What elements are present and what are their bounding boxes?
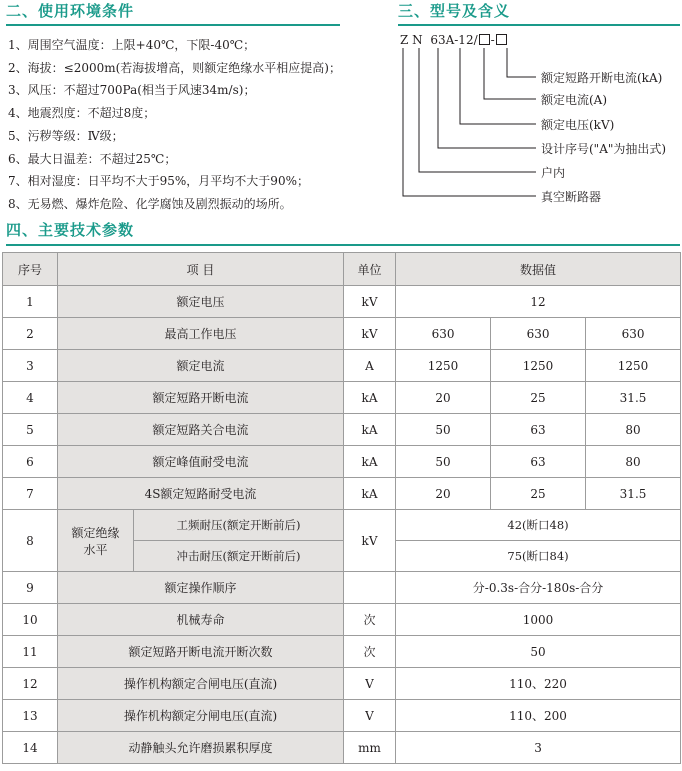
legend-vacuum-breaker: 真空断路器 xyxy=(541,190,602,204)
model-code-dash: - xyxy=(490,33,495,47)
legend-rated-current: 额定电流(A) xyxy=(541,93,608,107)
env-item: 5、污秽等级：Ⅳ级； xyxy=(8,128,124,143)
cell-value: 1250 xyxy=(491,350,586,382)
env-item: 6、最大日温差：不超过25℃； xyxy=(8,151,177,166)
model-code-series: 63A-12 xyxy=(430,33,474,47)
cell-value: 31.5 xyxy=(586,478,681,510)
cell-no: 8 xyxy=(3,510,58,572)
table-row xyxy=(3,668,681,700)
cell-item: 额定峰值耐受电流 xyxy=(58,446,344,478)
cell-unit: mm xyxy=(344,732,396,764)
legend-rated-voltage: 额定电压(kV) xyxy=(541,118,615,132)
model-connector-lines xyxy=(0,0,682,220)
cell-item: 4S额定短路耐受电流 xyxy=(58,478,344,510)
cell-value: 12 xyxy=(396,286,681,318)
cell-no: 7 xyxy=(3,478,58,510)
cell-item: 操作机构额定分闸电压(直流) xyxy=(58,700,344,732)
header-no: 序号 xyxy=(3,253,58,286)
cell-item: 额定电流 xyxy=(58,350,344,382)
cell-item: 额定短路关合电流 xyxy=(58,414,344,446)
legend-breaking-current: 额定短路开断电流(kA) xyxy=(541,71,663,85)
table-row xyxy=(3,414,681,446)
cell-value: 63 xyxy=(491,446,586,478)
table-row xyxy=(3,350,681,382)
table-row xyxy=(3,318,681,350)
table-row xyxy=(3,446,681,478)
cell-value: 75(断口84) xyxy=(396,541,681,572)
cell-value: 42(断口48) xyxy=(396,510,681,541)
cell-no: 3 xyxy=(3,350,58,382)
table-row xyxy=(3,732,681,764)
cell-item: 额定操作顺序 xyxy=(58,572,344,604)
cell-value: 50 xyxy=(396,414,491,446)
cell-value: 31.5 xyxy=(586,382,681,414)
cell-no: 12 xyxy=(3,668,58,700)
table-row xyxy=(3,478,681,510)
params-title-underline xyxy=(6,244,680,246)
model-section-title: 三、型号及含义 xyxy=(398,2,511,20)
cell-value: 1250 xyxy=(396,350,491,382)
cell-unit: V xyxy=(344,668,396,700)
env-item: 1、周围空气温度：上限+40℃，下限-40℃； xyxy=(8,38,256,52)
cell-value: 110、220 xyxy=(396,668,681,700)
cell-unit xyxy=(344,572,396,604)
cell-unit: kV xyxy=(344,318,396,350)
table-row xyxy=(3,286,681,318)
params-section-title: 四、主要技术参数 xyxy=(6,221,135,239)
cell-no: 14 xyxy=(3,732,58,764)
cell-no: 9 xyxy=(3,572,58,604)
cell-value: 630 xyxy=(586,318,681,350)
cell-unit: kV xyxy=(344,510,396,572)
cell-unit: kV xyxy=(344,286,396,318)
cell-value: 分-0.3s-合分-180s-合分 xyxy=(396,572,681,604)
env-section-title: 二、使用环境条件 xyxy=(6,2,135,20)
cell-value: 63 xyxy=(491,414,586,446)
cell-value: 25 xyxy=(491,478,586,510)
cell-unit: kA xyxy=(344,414,396,446)
cell-no: 2 xyxy=(3,318,58,350)
cell-item: 机械寿命 xyxy=(58,604,344,636)
cell-value: 1000 xyxy=(396,604,681,636)
cell-unit: kA xyxy=(344,446,396,478)
env-item: 3、风压：不超过700Pa(相当于风速34m/s)； xyxy=(8,83,256,98)
cell-value: 1250 xyxy=(586,350,681,382)
cell-item: 额定短路开断电流开断次数 xyxy=(58,636,344,668)
cell-item: 额定短路开断电流 xyxy=(58,382,344,414)
cell-unit: 次 xyxy=(344,604,396,636)
cell-value: 80 xyxy=(586,446,681,478)
cell-no: 5 xyxy=(3,414,58,446)
model-code-n: N xyxy=(412,33,423,47)
cell-no: 6 xyxy=(3,446,58,478)
cell-value: 3 xyxy=(396,732,681,764)
table-row xyxy=(3,604,681,636)
header-value: 数据值 xyxy=(396,253,681,286)
model-code-slash: / xyxy=(473,33,478,47)
cell-unit: V xyxy=(344,700,396,732)
cell-item: 动静触头允许磨损累积厚度 xyxy=(58,732,344,764)
spec-table xyxy=(2,252,681,764)
env-item: 4、地震烈度：不超过8度； xyxy=(8,106,156,121)
env-item: 2、海拔：≤2000m(若海拔增高，则额定绝缘水平相应提高)； xyxy=(8,60,341,75)
cell-item: 额定电压 xyxy=(58,286,344,318)
env-item: 7、相对湿度：日平均不大于95%，月平均不大于90%； xyxy=(8,174,309,189)
model-code-z: Z xyxy=(400,33,409,47)
cell-item: 操作机构额定合闸电压(直流) xyxy=(58,668,344,700)
cell-value: 25 xyxy=(491,382,586,414)
cell-no: 4 xyxy=(3,382,58,414)
cell-unit: A xyxy=(344,350,396,382)
cell-unit: kA xyxy=(344,382,396,414)
cell-value: 630 xyxy=(396,318,491,350)
table-row xyxy=(3,382,681,414)
legend-design-number: 设计序号("A"为抽出式) xyxy=(541,142,667,156)
table-row xyxy=(3,636,681,668)
cell-unit: 次 xyxy=(344,636,396,668)
cell-value: 50 xyxy=(396,446,491,478)
table-row xyxy=(3,572,681,604)
legend-indoor: 户内 xyxy=(541,166,566,180)
cell-value: 20 xyxy=(396,382,491,414)
cell-value: 20 xyxy=(396,478,491,510)
cell-subitem: 冲击耐压(额定开断前后) xyxy=(134,541,344,572)
cell-no: 13 xyxy=(3,700,58,732)
cell-unit: kA xyxy=(344,478,396,510)
table-row xyxy=(3,700,681,732)
cell-no: 1 xyxy=(3,286,58,318)
cell-subitem: 工频耐压(额定开断前后) xyxy=(134,510,344,541)
cell-value: 630 xyxy=(491,318,586,350)
header-item: 项 目 xyxy=(58,253,344,286)
cell-no: 11 xyxy=(3,636,58,668)
cell-value: 110、200 xyxy=(396,700,681,732)
header-unit: 单位 xyxy=(344,253,396,286)
cell-item: 最高工作电压 xyxy=(58,318,344,350)
cell-value: 80 xyxy=(586,414,681,446)
cell-no: 10 xyxy=(3,604,58,636)
cell-group: 额定绝缘水平 xyxy=(58,510,134,572)
cell-value: 50 xyxy=(396,636,681,668)
env-item: 8、无易燃、爆炸危险、化学腐蚀及剧烈振动的场所。 xyxy=(8,196,292,211)
table-header-row xyxy=(3,253,681,286)
table-row xyxy=(3,510,681,541)
